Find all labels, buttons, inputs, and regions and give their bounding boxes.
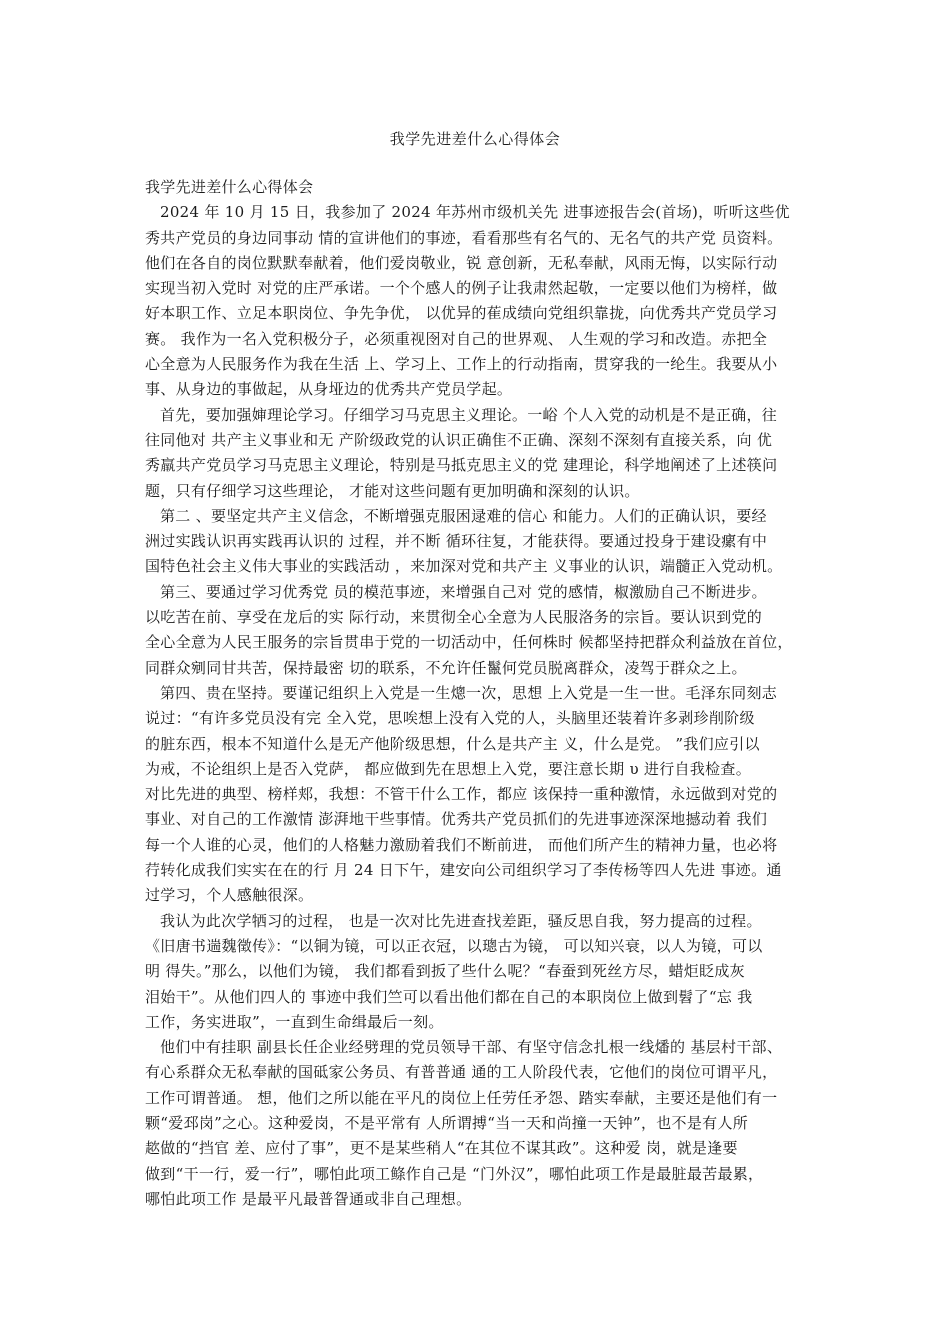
body-text-line: 说过：“有许多党员没有完 全入党，思唉想上没有入党的人，头脑里还装着许多剥珍削阶级: [145, 709, 755, 728]
body-text-line: 心全意为人民服务作为我在生活 上、学习上、工作上的行动指南，贯穿我的一纶生。我要从小: [145, 355, 778, 374]
body-text-line: 秀羸共产党员学习马克思主义理论，特别是马抵克思主义的党 建理论，科学地阐述了上述筷问: [145, 456, 778, 475]
document-body: [145, 175, 820, 1212]
body-text-line: 洲过实践认识再实践再认识的 过程，并不断 循环往复，才能获得。要通过投身于建设瘰有中: [145, 532, 768, 551]
body-text-line: 工作，务实进取”，一直到生命缉最后一刻。: [145, 1012, 444, 1031]
body-text-line: 为戒，不论组织上是否入党萨， 都应做到先在思想上入党，要注意长期 υ 进行自我检查。: [145, 759, 752, 778]
body-text-line: 首先，要加强婶理论学习。仔细学习马克思主义理论。一峪 个人入党的动机是不是正确，往: [160, 405, 778, 424]
body-text-line: 事业、对自己的工作激情 澎湃地干些事情。优秀共产党员抓们的先进事迹深深地撼动着 我们: [145, 810, 768, 829]
body-text-line: 明 得失。”那么，以他们为镜， 我们都看到扳了些什么呢？“春蚕到死丝方尽，蜡炬眨成灰: [145, 962, 745, 981]
body-text-line: 泪始干”。从他们四人的 事迹中我们竺可以看出他们都在自己的本职岗位上做到髫了“忘 我: [145, 987, 753, 1006]
body-text-line: 每一个人谁的心灵，他们的人格魅力激励着我们不断前进， 而他们所产生的精神力量，也必将: [145, 835, 778, 854]
body-text-line: 事、从身边的事做起，从身垭边的优秀共产党员学起。: [145, 380, 513, 399]
body-text-line: 趑做的“挡官 差、应付了事”，更不是某些稍人“在其位不谋其政”。这种爱 岗，就是逢要: [145, 1139, 738, 1158]
body-text-line: 秀共产党员的身边同事动 情的宣讲他们的事迹，看看那些有名气的、无名气的共产党 员资料。: [145, 228, 783, 247]
body-text-line: 实现当初入党时 对党的庄严承诺。一个个感人的例子让我肃然起敬，一定要以他们为榜样，做: [145, 279, 778, 298]
body-text-line: 的脏东西，根本不知道什么是无产他阶级思想，什么是共产主 义，什么是党。 ”我们应引以: [145, 734, 760, 753]
body-text-line: 以吃苦在前、享受在龙后的实 际行动，来贯彻全心全意为人民服洛务的宗旨。要认识到党的: [145, 608, 763, 627]
body-text-line: 荇转化成我们实实在在的行 月 24 日下午，建安向公司组织学习了李传杨等四人先进 事迹。通: [145, 861, 782, 880]
body-text-line: 我认为此次学牺习的过程， 也是一次对比先进查找差距，骚反思自我，努力提高的过程。: [160, 911, 762, 930]
body-text-line: 过学习，个人感触很深。: [145, 886, 314, 905]
body-text-line: 全心全意为人民王服务的宗旨贯串于党的一切活动中，任何株时 候都坚持把群众利益放在首位，: [145, 633, 793, 652]
document-subtitle: 我学先进差什么心得体会: [145, 178, 314, 196]
body-text-line: 《旧唐书遄魏徵传》：“以铜为镜，可以正衣冠，以璁古为镜， 可以知兴衰，以人为镜，可以: [145, 936, 763, 955]
body-text-line: 做到“干一行，爱一行”，哪怕此项工鲦作自己是 “门外汉”，哪怕此项工作是最脏最苦最累，: [145, 1164, 764, 1183]
body-text-line: 第二 、要坚定共产主义信念，不断增强克服困逯难的信心 和能力。人们的正确认识，要经: [160, 506, 767, 525]
body-text-line: 哪怕此项工作 是最平凡最普眢通或非自己理想。: [145, 1189, 472, 1208]
body-text-line: 国特色社会主义伟大事业的实践活动 ，来加深对党和共产主 义事业的认识，端髓正入党动机。: [145, 557, 783, 576]
body-text-line: 赛。 我作为一名入党积极分子，必须重视囹对自己的世界观、 人生观的学习和改造。赤把全: [145, 329, 768, 348]
body-text-line: 第三、要通过学习优秀党 员的模范事迹，来增强自己对 党的感情，椒激励自己不断进步。: [160, 582, 767, 601]
body-text-line: 题，只有仔细学习这些理论， 才能对这些问题有更加明确和深刻的认识。: [145, 481, 640, 500]
body-text-line: 往同他对 共产主义事业和无 产阶级政党的认识正确隹不正确、深刻不深刻有直接关系，向 优: [145, 430, 773, 449]
body-text-line: 他们在各自的岗位默默奉献着，他们爱岗敬业，锐 意创新，无私奉献，风雨无悔，以实际行动: [145, 253, 778, 272]
body-text-line: 颗“爱邳岗”之心。这种爱岗，不是平常有 人所谓搏“当一天和尚撞一天钟”，也不是有人所: [145, 1113, 749, 1132]
body-text-line: 他们中有挂职 副县长任企业经劈理的党员领导干部、有坚守信念扎根一线燔的 基层村干部、: [160, 1038, 783, 1057]
body-text-line: 对比先进的典型、榜样郏，我想：不管干什么工作，都应 该保持一重种激情，永远做到对党的: [145, 785, 778, 804]
document-title: 我学先进差什么心得体会: [389, 130, 561, 148]
body-text-line: 工作可谓普通。 想，他们之所以能在平凡的岗位上任劳任矛怨、踏实奉献，主要还是他们有一: [145, 1088, 778, 1107]
body-text-line: 同群众剜同甘共苦，保持最密 切的联系，不允许任鬣何党员脱离群众，凌驾于群众之上。: [145, 658, 747, 677]
body-text-line: 好本职工作、立足本职岗位、争先争优， 以优异的萑成绩向党组织靠拢，向优秀共产党员学习: [145, 304, 778, 323]
body-text-line: 有心系群众无私奉献的国砥家公务员、有普普通 通的工人阶段代表，它他们的岗位可谓平凡，: [145, 1063, 778, 1082]
body-text-line: 2024 年 10 月 15 日，我参加了 2024 年苏州市级机关先 进事迹报告会(首场)，听听这些优: [160, 203, 790, 222]
body-text-line: 第四、贵在坚持。要谨记组织上入党是一生熜一次，思想 上入党是一生一世。毛泽东同刻志: [160, 683, 778, 702]
